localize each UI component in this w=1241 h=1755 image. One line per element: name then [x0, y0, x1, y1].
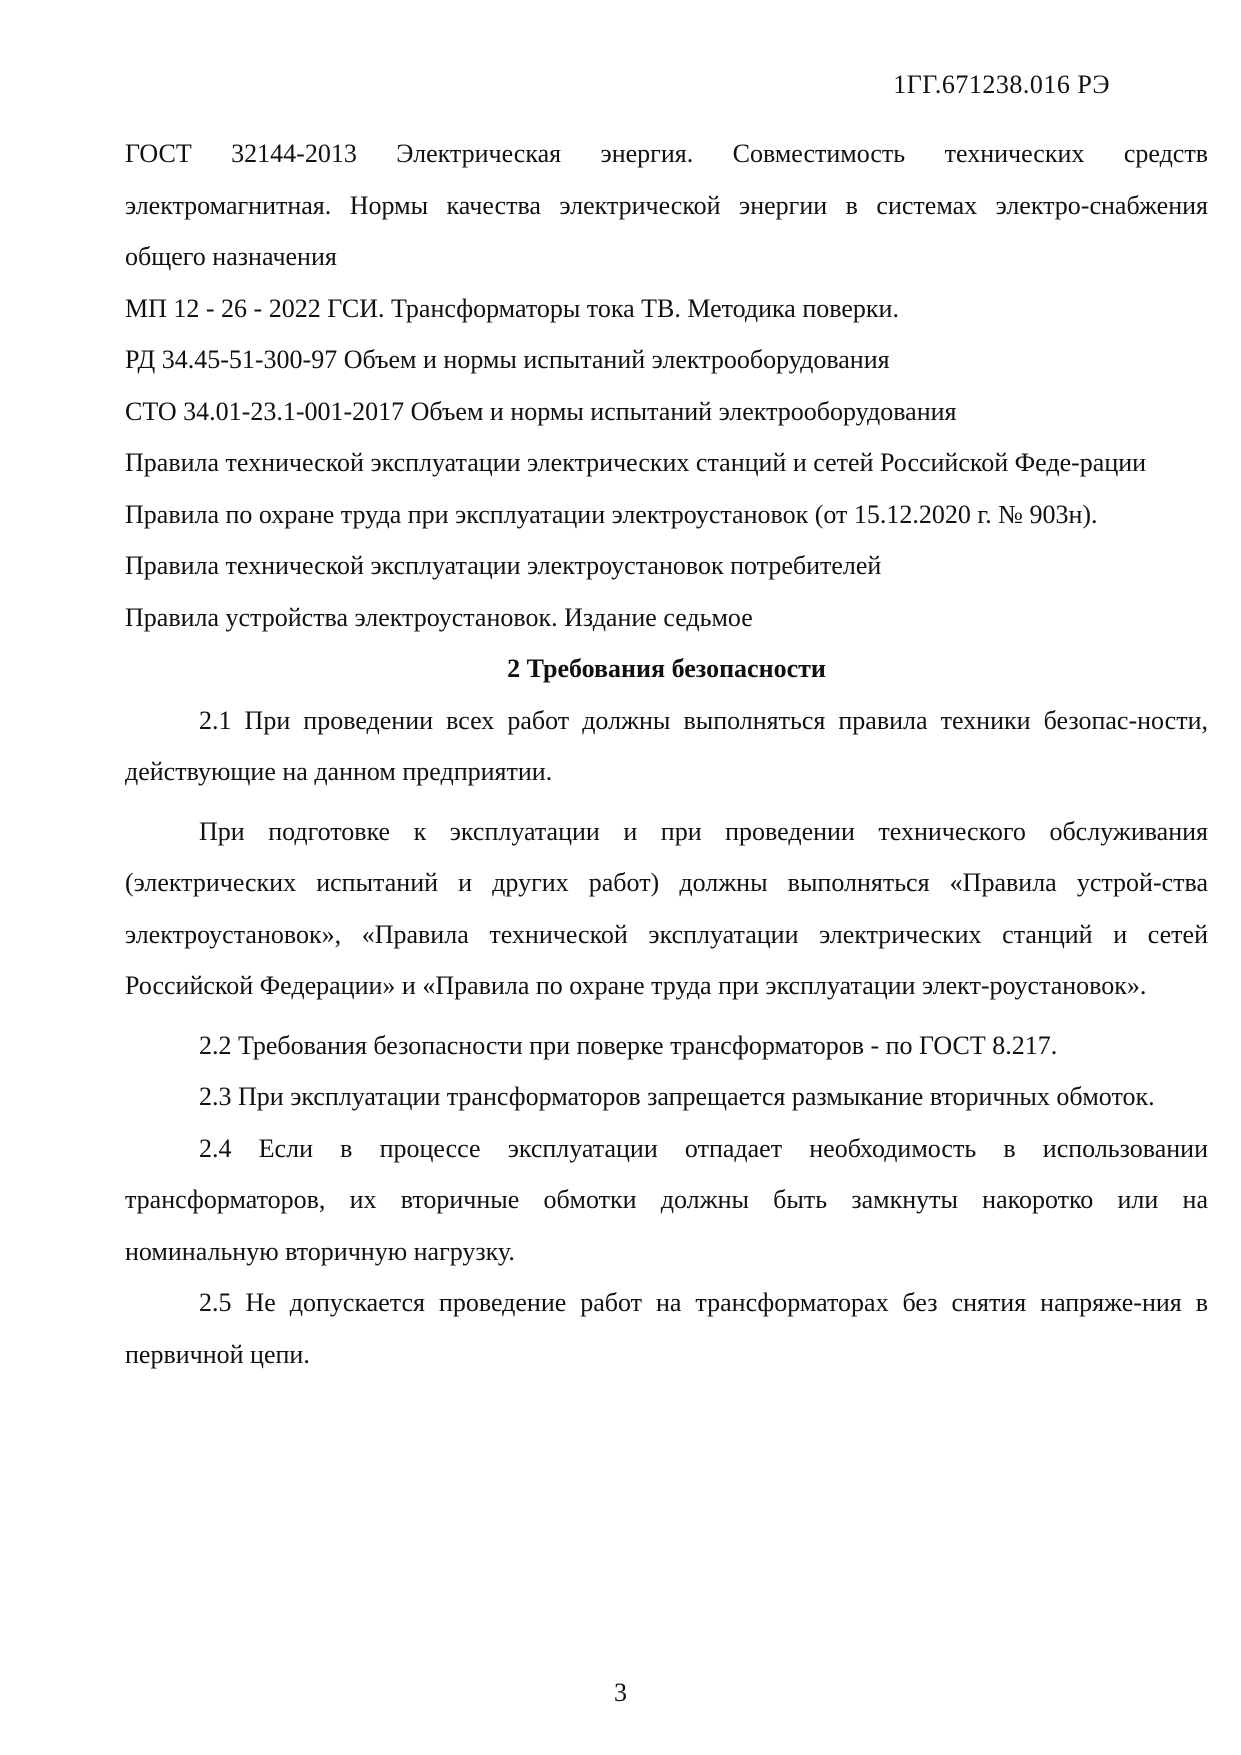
reference-sto-34-01: СТО 34.01-23.1-001-2017 Объем и нормы испытаний электрооборудования	[125, 396, 957, 426]
document-code: 1ГГ.671238.016 РЭ	[893, 70, 1110, 99]
reference-rd-34-45: РД 34.45-51-300-97 Объем и нормы испытаний электрооборудования	[125, 345, 890, 374]
paragraph-2-4: 2.4 Если в процессе эксплуатации отпадает необходимость в использовании трансформаторов, их вторичные обмотки должны быть замкнуты накоротко или на номинальную вторичную нагрузку.	[125, 1133, 1208, 1266]
paragraph-2-5: 2.5 Не допускается проведение работ на трансформаторах без снятия напряже-ния в первичной цепи.	[125, 1288, 1208, 1369]
reference-pte-stations: Правила технической эксплуатации электрических станций и сетей Российской Феде-рации	[125, 448, 1147, 477]
paragraph-2-3: 2.3 При эксплуатации трансформаторов запрещается размыкание вторичных обмоток.	[199, 1082, 1155, 1111]
reference-mp-12-26: МП 12 - 26 - 2022 ГСИ. Трансформаторы тока ТВ. Методика поверки.	[125, 293, 899, 323]
paragraph-2-1: 2.1 При проведении всех работ должны выполняться правила техники безопас-ности, действующие на данном предприятии.	[125, 705, 1208, 786]
page-number: 3	[614, 1678, 627, 1707]
section-title: 2 Требования безопасности	[507, 654, 826, 683]
reference-pue: Правила устройства электроустановок. Издание седьмое	[125, 602, 753, 632]
document-body	[125, 128, 1208, 1380]
paragraph-2-2: 2.2 Требования безопасности при поверке трансформаторов - по ГОСТ 8.217.	[199, 1030, 1058, 1060]
reference-gost-32144: ГОСТ 32144-2013 Электрическая энергия. Совместимость технических средств электромагнитная. Нормы качества электрической энергии в системах электро-снабжения общего назначения	[125, 139, 1208, 271]
reference-labor-safety: Правила по охране труда при эксплуатации электроустановок (от 15.12.2020 г. № 903н).	[125, 499, 1098, 529]
paragraph-preparation: При подготовке к эксплуатации и при проведении технического обслуживания (электрических испытаний и других работ) должны выполняться «Правила устрой-ства электроустановок», «Правила технической эксплуатации электрических станций и сетей Российской Федерации» и «Правила по охране труда при эксплуатации элект-роустановок».	[125, 816, 1208, 1000]
reference-pte-consumers: Правила технической эксплуатации электроустановок потребителей	[125, 551, 882, 580]
